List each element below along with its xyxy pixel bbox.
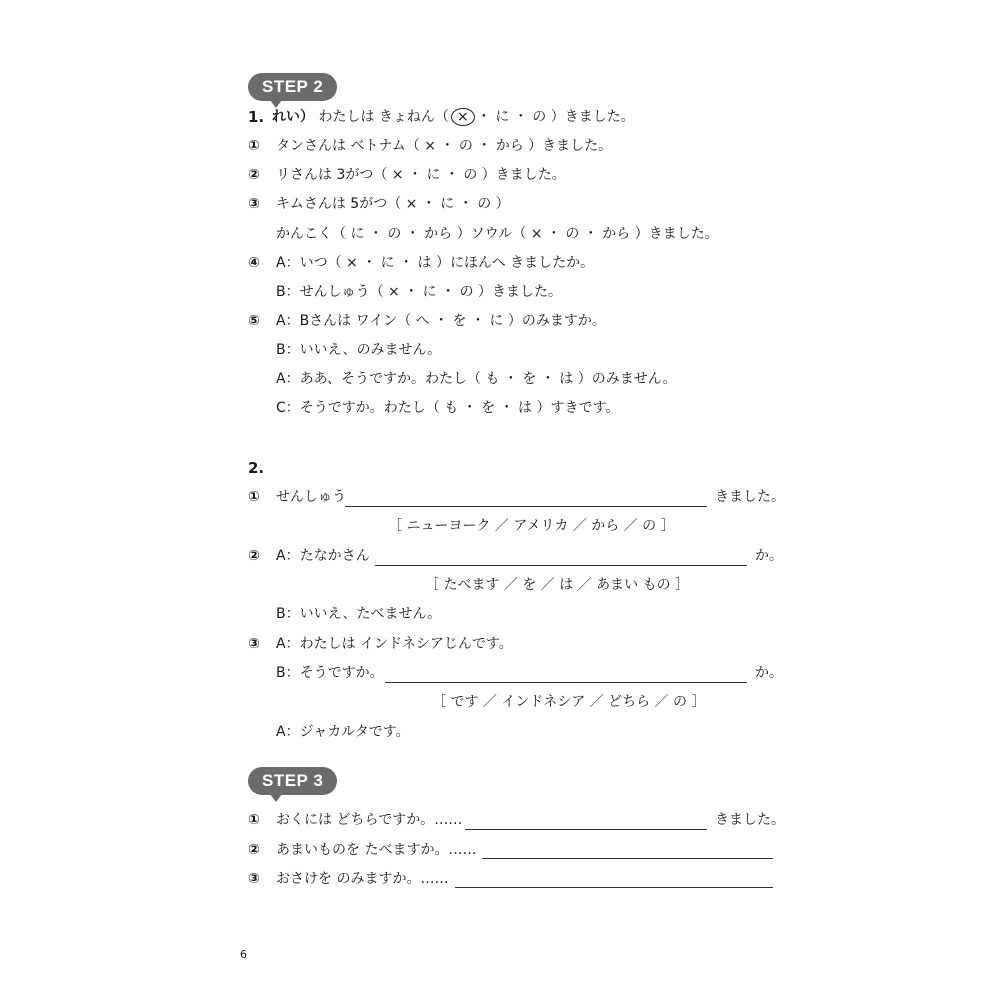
item-marker: ③ [248,636,260,652]
item-text: A：わたしは インドネシアじんです。 [276,636,513,652]
item-text: キムさんは 5がつ（ × ・ に ・ の ） [276,196,510,212]
step3-badge: STEP 3 [248,767,337,795]
word-hint: ［ です ／ インドネシア ／ どちら ／ の ］ [432,694,706,710]
page-number: 6 [240,948,247,961]
item-text: B：いいえ、たべません。 [276,606,442,622]
example-label: れい） [272,109,314,125]
answer-line[interactable] [455,887,773,888]
item-marker: ③ [248,196,260,212]
item-text: C：そうですか。わたし（ も ・ を ・ は ）すきです。 [276,400,620,416]
item-text: A：いつ（ × ・ に ・ は ）にほんへ きましたか。 [276,255,595,271]
item-suffix: か。 [755,665,783,681]
item-marker: ① [248,812,260,828]
item-prefix: せんしゅう [276,489,346,505]
item-text: B：いいえ、のみません。 [276,342,442,358]
item-text: タンさんは ベトナム（ × ・ の ・ から ）きました。 [276,138,613,154]
item-marker: ② [248,167,260,183]
item-marker: ⑤ [248,313,260,329]
item-marker: ④ [248,255,260,271]
example-after: ・ に ・ の ）きました。 [476,109,635,125]
example-line [272,107,635,127]
item-prefix: A：たなかさん [276,548,370,564]
question-1-number: 1. [248,108,265,126]
word-hint: ［ たべます ／ を ／ は ／ あまい もの ］ [425,577,690,593]
answer-line[interactable] [385,682,747,683]
item-suffix: か。 [755,548,783,564]
word-hint: ［ ニューヨーク ／ アメリカ ／ から ／ の ］ [388,518,675,534]
question-2-number: 2. [248,459,265,477]
item-marker: ① [248,138,260,154]
item-text: A：ああ、そうですか。わたし（ も ・ を ・ は ）のみません。 [276,371,677,387]
item-text: A：ジャカルタです。 [276,724,410,740]
item-marker: ③ [248,871,260,887]
answer-line[interactable] [465,829,707,830]
answer-line[interactable] [375,565,747,566]
item-text: A：Bさんは ワイン（ へ ・ を ・ に ）のみますか。 [276,313,606,329]
example-before: わたしは きょねん（ [318,109,449,125]
question-text: おくには どちらですか。…… [276,812,463,828]
item-marker: ② [248,548,260,564]
step2-badge: STEP 2 [248,73,337,101]
item-text: B：せんしゅう（ × ・ に ・ の ）きました。 [276,284,563,300]
item-suffix: きました。 [715,489,785,505]
question-text: あまいものを たべますか。…… [276,842,477,858]
item-text: リさんは 3がつ（ × ・ に ・ の ）きました。 [276,167,566,183]
item-prefix: B：そうですか。 [276,665,384,681]
circled-answer: × [451,108,475,126]
item-marker: ① [248,489,260,505]
item-suffix: きました。 [715,812,785,828]
item-marker: ② [248,842,260,858]
answer-line[interactable] [482,858,773,859]
item-text: かんこく（ に ・ の ・ から ）ソウル（ × ・ の ・ から ）きました。 [276,226,719,242]
answer-line[interactable] [345,506,707,507]
question-text: おさけを のみますか。…… [276,871,449,887]
